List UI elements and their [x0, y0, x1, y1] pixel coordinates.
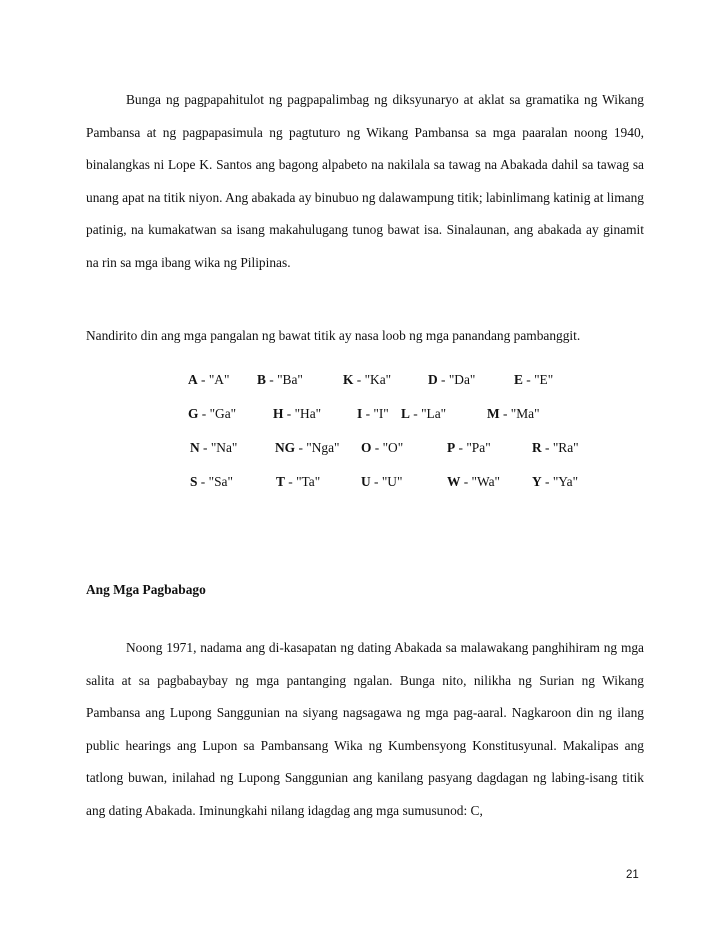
alphabet-entry: O - "O"	[361, 440, 404, 455]
alphabet-row	[0, 406, 728, 424]
alphabet-entry: K - "Ka"	[343, 372, 392, 387]
alphabet-entry: H - "Ha"	[273, 406, 322, 421]
alphabet-row	[0, 440, 728, 458]
alphabet-entry: NG - "Nga"	[275, 440, 340, 455]
alphabet-entry: D - "Da"	[428, 372, 476, 387]
alphabet-entry: N - "Na"	[190, 440, 238, 455]
alphabet-entry: E - "E"	[514, 372, 554, 387]
alphabet-entry: M - "Ma"	[487, 406, 540, 421]
alphabet-row	[0, 474, 728, 492]
alphabet-entry: W - "Wa"	[447, 474, 500, 489]
alphabet-entry: L - "La"	[401, 406, 447, 421]
alphabet-entry: S - "Sa"	[190, 474, 233, 489]
alphabet-entry: R - "Ra"	[532, 440, 579, 455]
alphabet-entry: P - "Pa"	[447, 440, 491, 455]
alphabet-row	[0, 372, 728, 390]
intro-paragraph: Bunga ng pagpapahitulot ng pagpapalimbag ng diksyunaryo at aklat sa gramatika ng Wikang Pambansa at ng pagpapasimula ng pagtuturo ng Wikang Pambansa sa mga paaralan noong 1940, binalangkas ni Lope K. Santos ang bagong alpabeto na nakilala sa tawag na Abakada dahil sa tawag sa unang apat na titik niyon. Ang abakada ay binubuo ng dalawampung titik; labinlimang katinig at limang patinig, na kumakatwan sa isang makahulugang tunog bawat isa. Sinalaunan, ang abakada ay ginamit na rin sa mga ibang wika ng Pilipinas.	[86, 92, 644, 270]
alphabet-entry: I - "I"	[357, 406, 389, 421]
section-heading: Ang Mga Pagbabago	[86, 582, 206, 597]
page-number: 21	[626, 869, 639, 881]
alphabet-entry: U - "U"	[361, 474, 403, 489]
letter-names-sentence: Nandirito din ang mga pangalan ng bawat titik ay nasa loob ng mga panandang pambanggit.	[86, 328, 581, 343]
alphabet-entry: T - "Ta"	[276, 474, 321, 489]
section-paragraph: Noong 1971, nadama ang di-kasapatan ng dating Abakada sa malawakang panghihiram ng mga salita at sa pagbabaybay ng mga pantanging ngalan. Bunga nito, nilikha ng Surian ng Wikang Pambansa ang Lupong Sanggunian na siyang nagsagawa ng mga pag-aaral. Nagkaroon din ng ilang public hearings ang Lupon sa Pambansang Wika ng Kumbensyong Konstitusyunal. Makalipas ang tatlong buwan, inilahad ng Lupong Sanggunian ang kanilang pasyang dagdagan ng labing-isang titik ang dating Abakada. Iminungkahi nilang idagdag ang mga sumusunod: C,	[86, 640, 644, 818]
alphabet-entry: Y - "Ya"	[532, 474, 579, 489]
alphabet-entry: A - "A"	[188, 372, 230, 387]
alphabet-entry: B - "Ba"	[257, 372, 303, 387]
alphabet-entry: G - "Ga"	[188, 406, 237, 421]
